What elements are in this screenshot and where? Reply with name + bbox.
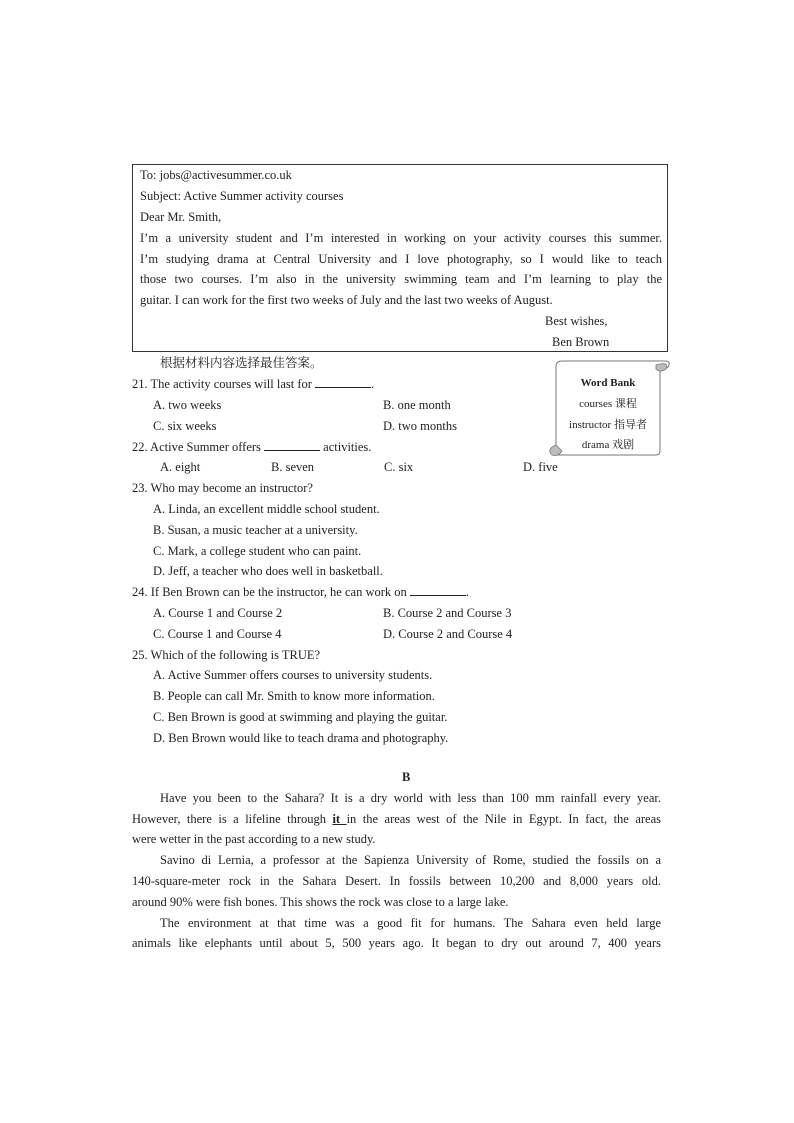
email-body-line: I’m studying drama at Central University and I love photography, so I would like to teach <box>140 252 662 266</box>
question-stem-end: . <box>465 585 470 599</box>
paragraph-text: in the areas west of the Nile in Egypt. In fact, the areas <box>346 812 662 826</box>
paragraph-line: were wetter in the past according to a new study. <box>132 832 376 846</box>
option-b: B. Course 2 and Course 3 <box>383 606 512 620</box>
paragraph-line <box>132 810 661 828</box>
option-c: C. Course 1 and Course 4 <box>153 627 282 641</box>
paragraph-line: around 90% were fish bones. This shows the rock was close to a large lake. <box>132 895 509 909</box>
answer-blank <box>264 439 320 451</box>
question-stem: 21. The activity courses will last for <box>132 377 316 391</box>
option-d: D. five <box>523 460 558 474</box>
option-b: B. one month <box>383 398 451 412</box>
option-b: B. People can call Mr. Smith to know more information. <box>153 689 435 703</box>
question-stem: 24. If Ben Brown can be the instructor, he can work on <box>132 585 410 599</box>
word-bank-entry: instructor 指导者 <box>569 419 647 431</box>
paragraph-line: 140-square-meter rock in the Sahara Desert. In fossils between 10,200 and 8,000 years old. <box>132 874 661 888</box>
word-bank-scroll <box>548 357 668 457</box>
option-c: C. Ben Brown is good at swimming and playing the guitar. <box>153 710 448 724</box>
option-a: A. Course 1 and Course 2 <box>153 606 283 620</box>
option-a: A. Linda, an excellent middle school student. <box>153 502 380 516</box>
word-bank-title: Word Bank <box>580 377 636 389</box>
option-a: A. eight <box>160 460 201 474</box>
paragraph-line: The environment at that time was a good fit for humans. The Sahara even held large <box>160 916 661 930</box>
section-b-title: B <box>402 770 411 784</box>
option-b: B. Susan, a music teacher at a university. <box>153 523 358 537</box>
question-stem-end: . <box>371 377 375 391</box>
question-21 <box>132 375 374 393</box>
question-24 <box>132 583 469 601</box>
question-stem-end: activities. <box>320 440 372 454</box>
question-22 <box>132 438 371 456</box>
option-b: B. seven <box>271 460 315 474</box>
option-d: D. two months <box>383 419 457 433</box>
email-body-line: guitar. I can work for the first two weeks of July and the last two weeks of August. <box>140 293 553 307</box>
option-d: D. Ben Brown would like to teach drama and photography. <box>153 731 449 745</box>
option-d: D. Jeff, a teacher who does well in basketball. <box>153 564 383 578</box>
underlined-word: it <box>332 812 347 826</box>
option-c: C. Mark, a college student who can paint. <box>153 544 362 558</box>
option-c: C. six <box>384 460 414 474</box>
option-a: A. Active Summer offers courses to university students. <box>153 668 433 682</box>
email-signature: Ben Brown <box>552 335 610 349</box>
email-greeting: Dear Mr. Smith, <box>140 210 222 224</box>
word-bank-entry: courses 课程 <box>579 398 637 410</box>
email-body-line: those two courses. I’m also in the university swimming team and I’m learning to play the <box>140 272 662 286</box>
paragraph-line: Savino di Lernia, a professor at the Sapienza University of Rome, studied the fossils on a <box>160 853 661 867</box>
paragraph-text: However, there is a lifeline through <box>132 812 333 826</box>
answer-blank <box>315 376 371 388</box>
email-to: To: jobs@activesummer.co.uk <box>140 168 292 182</box>
question-stem: 22. Active Summer offers <box>132 440 265 454</box>
word-bank-entry: drama 戏剧 <box>581 439 635 451</box>
option-a: A. two weeks <box>153 398 222 412</box>
email-body-line: I’m a university student and I’m interested in working on your activity courses this summer. <box>140 231 662 245</box>
option-c: C. six weeks <box>153 419 217 433</box>
email-closing: Best wishes, <box>545 314 608 328</box>
option-d: D. Course 2 and Course 4 <box>383 627 513 641</box>
question-25: 25. Which of the following is TRUE? <box>132 648 321 662</box>
email-subject: Subject: Active Summer activity courses <box>140 189 344 203</box>
paragraph-line: Have you been to the Sahara? It is a dry world with less than 100 mm rainfall every year. <box>160 791 661 805</box>
answer-blank <box>410 584 466 596</box>
instruction-text: 根据材料内容选择最佳答案。 <box>160 355 323 370</box>
paragraph-line: animals like elephants until about 5, 500 years ago. It began to dry out around 7, 400 years <box>132 936 661 950</box>
question-23: 23. Who may become an instructor? <box>132 481 313 495</box>
